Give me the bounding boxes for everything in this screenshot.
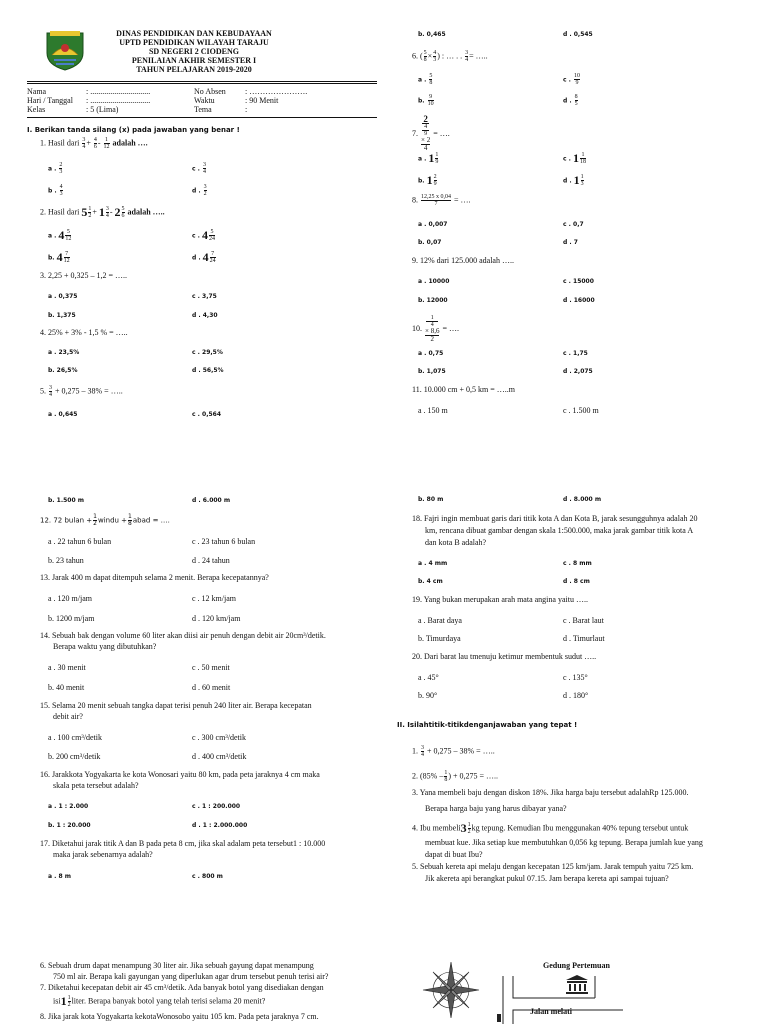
q9-option-b[interactable]: b. 12000 (418, 297, 448, 304)
nama-label: Nama (27, 87, 47, 96)
question-6: 6. ( $\frac{5}{8}$ × $\frac{4}{3}$ ) : … . . $\frac{3}{4}$ = ….. (412, 50, 488, 63)
essay-6-line-2: 750 ml air. Berapa kali gayungan yang diperlukan agar drum tersebut penuh terisi air? (53, 972, 329, 981)
q13-option-d[interactable]: d . 120 km/jam (192, 614, 241, 623)
header-line-2: UPTD PENDIDIKAN WILAYAH TARAJU (119, 38, 269, 47)
q2-option-c[interactable]: c . 4 $\frac{5}{24}$ (192, 228, 215, 242)
question-20: 20. Dari barat lau tmenuju ketimur membentuk sudut ….. (412, 652, 597, 661)
essay-2: 2. (85% – $\frac{1}{8}$ ) + 0,275 = ….. (412, 770, 499, 783)
q14-option-c[interactable]: c . 50 menit (192, 663, 230, 672)
q4-option-b[interactable]: b. 26,5% (48, 367, 78, 374)
q16-option-b[interactable]: b. 1 : 20.000 (48, 822, 91, 829)
info-divider (27, 117, 377, 118)
nama-field[interactable]: : .............................. (86, 87, 151, 96)
q12-option-d[interactable]: d . 24 tahun (192, 556, 230, 565)
question-16: 16. Jarakkota Yogyakarta ke kota Wonosari yaitu 80 km, pada peta jaraknya 4 cm maka (40, 770, 320, 779)
q9-option-d[interactable]: d . 16000 (563, 297, 595, 304)
q19-option-c[interactable]: c . Barat laut (563, 616, 604, 625)
q20-option-d[interactable]: d . 180° (563, 691, 589, 700)
question-15-line-2: debit air? (53, 712, 83, 721)
essay-8: 8. Jika jarak kota Yogyakarta kekotaWonosobo yaitu 105 km. Pada peta jaraknya 7 cm. (40, 1012, 319, 1021)
question-13: 13. Jarak 400 m dapat ditempuh selama 2 menit. Berapa kecepatannya? (40, 573, 269, 582)
kelas-label: Kelas (27, 105, 46, 114)
header-line-4: PENILAIAN AKHIR SEMESTER I (131, 56, 257, 65)
q17-option-c[interactable]: c . 800 m (192, 873, 223, 880)
q6-option-b[interactable]: b. $\frac{9}{10}$ (418, 94, 434, 107)
tema-label: Tema (194, 105, 212, 114)
q13-option-b[interactable]: b. 1200 m/jam (48, 614, 95, 623)
question-18: 18. Fajri ingin membuat garis dari titik kota A dan Kota B, jarak sesungguhnya adalah 20 (412, 514, 698, 523)
q18-option-b[interactable]: b. 4 cm (418, 578, 443, 585)
question-11: 11. 10.000 cm + 0,5 km = …..m (412, 385, 515, 394)
q4-option-a[interactable]: a . 23,5% (48, 349, 80, 356)
tema-field[interactable]: : (245, 105, 248, 114)
question-18-line-2: km, rencana dibuat gambar dengan skala 1:500.000, maka jarak gambar titik kota A (425, 526, 694, 535)
header-divider-2 (27, 83, 377, 84)
q17-option-b[interactable]: b. 80 m (418, 496, 444, 503)
q20-option-c[interactable]: c . 135° (563, 673, 588, 682)
essay-4: 4. Ibu membeli3 $\frac{1}{2}$ kg tepung. Kemudian Ibu menggunakan 40% tepung tersebut untuk (412, 821, 689, 835)
question-9: 9. 12% dari 125.000 adalah ….. (412, 256, 514, 265)
q16-option-c[interactable]: c . 1 : 200.000 (192, 803, 241, 810)
essay-7-line-2: isi1 $\frac{1}{2}$ liter. Berapa banyak botol yang telah terisi selama 20 menit? (53, 994, 266, 1008)
essay-4-line-3: dapat di buat Ibu? (425, 850, 483, 859)
q8-option-b[interactable]: b. 0,07 (418, 239, 442, 246)
question-7: 7. 2 4 9 × 2 4 = …. (412, 114, 450, 152)
q18-option-d[interactable]: d . 8 cm (563, 578, 590, 585)
q1-option-b[interactable]: b . $\frac{4}{3}$ (48, 184, 63, 197)
q18-option-c[interactable]: c . 8 mm (563, 560, 592, 567)
essay-4-line-2: membuat kue. Jika setiap kue membutuhkan 0,056 kg tepung. Berapa jumlah kue yang (425, 838, 703, 847)
q9-option-a[interactable]: a . 10000 (418, 278, 450, 285)
q3-option-d[interactable]: d . 4,30 (192, 312, 218, 319)
question-14-line-2: Berapa waktu yang dibutuhkan? (53, 642, 157, 651)
hari-field[interactable]: : .............................. (86, 96, 151, 105)
q6-option-d[interactable]: d . $\frac{8}{5}$ (563, 94, 578, 107)
q16-option-d[interactable]: d . 1 : 2.000.000 (192, 822, 248, 829)
q2-option-d[interactable]: d . 4 $\frac{7}{24}$ (192, 250, 216, 264)
absen-field[interactable]: : …………………. (245, 87, 308, 96)
q8-option-c[interactable]: c . 0,7 (563, 221, 584, 228)
q17-option-d[interactable]: d . 8.000 m (563, 496, 602, 503)
q20-option-a[interactable]: a . 45° (418, 673, 439, 682)
q3-option-c[interactable]: c . 3,75 (192, 293, 217, 300)
q6-option-c[interactable]: c . $\frac{10}{9}$ (563, 73, 580, 86)
q4-option-c[interactable]: c . 29,5% (192, 349, 223, 356)
section-1-title: I. Berikan tanda silang (x) pada jawaban yang benar ! (27, 126, 240, 134)
q19-option-a[interactable]: a . Barat daya (418, 616, 462, 625)
compass-icon (412, 955, 490, 1024)
hari-label: Hari / Tanggal (27, 96, 73, 105)
question-19: 19. Yang bukan merupakan arah mata angina yaitu ….. (412, 595, 588, 604)
section-2-title: II. Isilahtitik-titikdenganjawaban yang tepat ! (397, 721, 578, 729)
q5-option-d[interactable]: d . 0,545 (563, 31, 593, 38)
q17-option-a[interactable]: a . 8 m (48, 873, 72, 880)
q12-option-a[interactable]: a . 22 tahun 6 bulan (48, 537, 112, 546)
q11-option-b[interactable]: b. 1.500 m (48, 497, 84, 504)
q7-option-c[interactable]: c . 1 $\frac{1}{18}$ (563, 151, 586, 165)
q1-option-a[interactable]: a . $\frac{2}{3}$ (48, 162, 63, 175)
q7-option-a[interactable]: a . 1 $\frac{1}{9}$ (418, 151, 439, 165)
question-14: 14. Sebuah bak dengan volume 60 liter akan diisi air penuh dengan debit air 20cm³/detik. (40, 631, 326, 640)
q10-option-b[interactable]: b. 1,075 (418, 368, 446, 375)
q1-option-d[interactable]: d . $\frac{3}{2}$ (192, 184, 207, 197)
question-10: 10. 1 4 × 8,6 2 = …. (412, 315, 459, 343)
question-18-line-3: dan kota B adalah? (425, 538, 487, 547)
q2-option-b[interactable]: b. 4 $\frac{7}{12}$ (48, 250, 70, 264)
q10-option-c[interactable]: c . 1,75 (563, 350, 588, 357)
q20-option-b[interactable]: b. 90° (418, 691, 438, 700)
question-4: 4. 25% + 3% - 1,5 % = ….. (40, 328, 128, 337)
q14-option-b[interactable]: b. 40 menit (48, 683, 85, 692)
q15-option-c[interactable]: c . 300 cm³/detik (192, 733, 246, 742)
header-line-5: TAHUN PELAJARAN 2019-2020 (136, 65, 252, 74)
q8-option-a[interactable]: a . 0,007 (418, 221, 448, 228)
q18-option-a[interactable]: a . 4 mm (418, 560, 448, 567)
q9-option-c[interactable]: c . 15000 (563, 278, 594, 285)
map-road (495, 976, 625, 1024)
question-3: 3. 2,25 + 0,325 – 1,2 = ….. (40, 271, 128, 280)
q6-option-a[interactable]: a . $\frac{5}{8}$ (418, 73, 433, 86)
q3-option-b[interactable]: b. 1,375 (48, 312, 76, 319)
q15-option-d[interactable]: d . 400 cm³/detik (192, 752, 247, 761)
q15-option-a[interactable]: a . 100 cm³/detik (48, 733, 102, 742)
q11-option-a[interactable]: a . 150 m (418, 406, 448, 415)
essay-5-line-2: Jik akereta api berangkat pukul 07.15. Jam berapa kereta api sampai tujuan? (425, 874, 669, 883)
question-12: 12. 72 bulan + $\frac{1}{2}$ windu + $\frac{1}{8}$ abad = …. (40, 513, 170, 527)
q12-option-b[interactable]: b. 23 tahun (48, 556, 84, 565)
question-17: 17. Diketahui jarak titik A dan B pada peta 8 cm, jika skal adalam peta tersebut1 : 10.000 (40, 839, 326, 848)
q7-option-d[interactable]: d . 1 $\frac{1}{3}$ (563, 173, 584, 187)
q3-option-a[interactable]: a . 0,375 (48, 293, 78, 300)
absen-label: No Absen (194, 87, 226, 96)
essay-5: 5. Sebuah kereta api melaju dengan kecepatan 125 km/jam. Jarak tempuh yaitu 725 km. (412, 862, 694, 871)
header-divider (27, 81, 377, 82)
q13-option-a[interactable]: a . 120 m/jam (48, 594, 92, 603)
q5-option-b[interactable]: b. 0,465 (418, 31, 446, 38)
header-line-3: SD NEGERI 2 CIODENG (148, 47, 239, 56)
q19-option-d[interactable]: d . Timurlaut (563, 634, 605, 643)
question-17-line-2: maka jarak sebenarnya adalah? (53, 850, 153, 859)
q14-option-d[interactable]: d . 60 menit (192, 683, 231, 692)
question-15: 15. Selama 20 menit sebuah tangka dapat terisi penuh 240 liter air. Berapa kecepatan (40, 701, 312, 710)
q13-option-c[interactable]: c . 12 km/jam (192, 594, 236, 603)
q11-option-d[interactable]: d . 6.000 m (192, 497, 231, 504)
waktu-value: : 90 Menit (245, 96, 279, 105)
q16-option-a[interactable]: a . 1 : 2.000 (48, 803, 89, 810)
q7-option-b[interactable]: b. 1 $\frac{2}{9}$ (418, 173, 437, 187)
q12-option-c[interactable]: c . 23 tahun 6 bulan (192, 537, 256, 546)
q14-option-a[interactable]: a . 30 menit (48, 663, 86, 672)
waktu-label: Waktu (194, 96, 215, 105)
question-1: 1. Hasil dari $\frac{3}{4}$ + $\frac{4}{6}$ - $\frac{1}{12}$ adalah …. (40, 137, 148, 150)
q15-option-b[interactable]: b. 200 cm³/detik (48, 752, 101, 761)
building-label: Gedung Pertemuan (543, 961, 610, 970)
q2-option-a[interactable]: a . 4 $\frac{5}{12}$ (48, 228, 72, 242)
q5-option-a[interactable]: a . 0,645 (48, 411, 78, 418)
q11-option-c[interactable]: c . 1.500 m (563, 406, 599, 415)
road-label: Jalan melati (530, 1007, 572, 1016)
q10-option-d[interactable]: d . 2,075 (563, 368, 593, 375)
school-logo (44, 27, 86, 71)
question-16-line-2: skala peta tersebut adalah? (53, 781, 139, 790)
question-8: 8. $\frac{12,25 x 0,04}{7}$ = …. (412, 194, 471, 207)
essay-7: 7. Diketahui kecepatan debit air 45 cm³/detik. Ada banyak botol yang disediakan dengan (40, 983, 324, 992)
essay-6: 6. Sebuah drum dapat menampung 30 liter air. Jika sebuah gayung dapat menampung (40, 961, 314, 970)
kelas-value: : 5 (Lima) (86, 105, 119, 114)
essay-3: 3. Yana membeli baju dengan diskon 18%. Jika harga baju tersebut adalahRp 125.000. (412, 788, 689, 797)
q19-option-b[interactable]: b. Timurdaya (418, 634, 461, 643)
header-line-1: DINAS PENDIDIKAN DAN KEBUDAYAAN (116, 29, 272, 38)
question-5: 5. $\frac{3}{4}$ + 0,275 – 38% = ….. (40, 385, 123, 398)
q5-option-c[interactable]: c . 0,564 (192, 411, 221, 418)
q8-option-d[interactable]: d . 7 (563, 239, 578, 246)
question-2: 2. Hasil dari 5 $\frac{1}{2}$ + 1 $\frac{3}{4}$ - 2 $\frac{5}{6}$ adalah ….. (40, 205, 165, 219)
q1-option-c[interactable]: c . $\frac{3}{4}$ (192, 162, 206, 175)
q4-option-d[interactable]: d . 56,5% (192, 367, 224, 374)
q10-option-a[interactable]: a . 0,75 (418, 350, 444, 357)
essay-1: 1. $\frac{3}{4}$ + 0,275 – 38% = ….. (412, 745, 495, 758)
essay-3-line-2: Berapa harga baju yang harus dibayar yana? (425, 804, 567, 813)
